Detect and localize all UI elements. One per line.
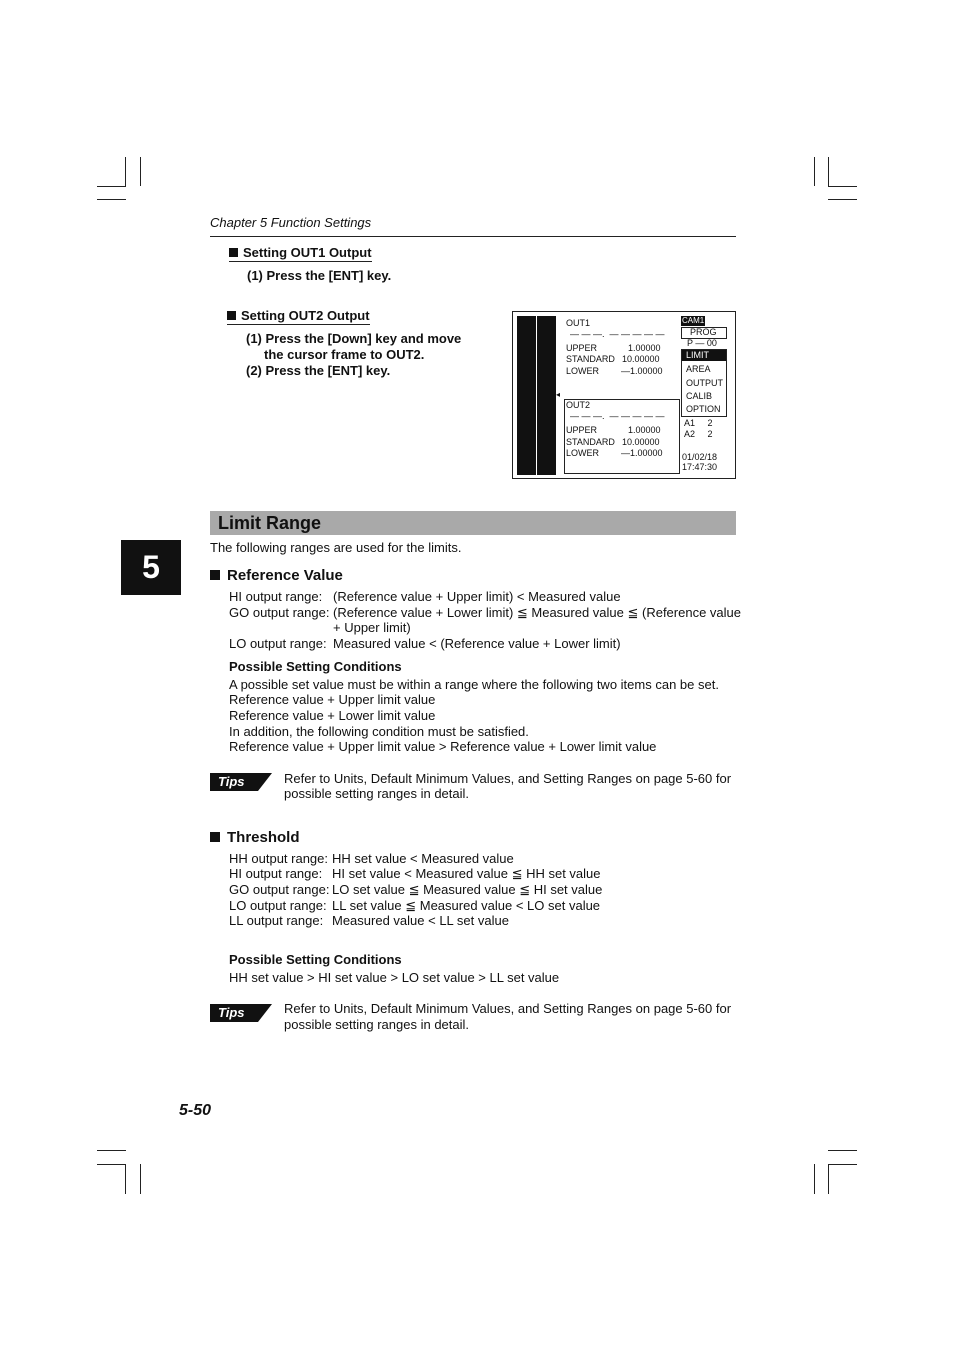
out2-heading: Setting OUT2 Output: [227, 308, 370, 325]
out2-step-1-cont: the cursor frame to OUT2.: [264, 347, 425, 362]
out1-standard-label: STANDARD: [566, 354, 615, 364]
tips-badge: [210, 773, 272, 791]
range-text: Measured value < (Reference value + Lower limit): [333, 636, 621, 651]
a2-value: A2 2: [684, 429, 713, 439]
range-label: LO output range:: [229, 636, 327, 651]
range-text: Measured value < LL set value: [332, 913, 509, 928]
tips-text: possible setting ranges in detail.: [284, 786, 470, 801]
reference-conditions-heading: Possible Setting Conditions: [229, 659, 402, 674]
menu-item-limit: LIMIT: [682, 350, 726, 361]
tips-label: Tips: [218, 774, 245, 789]
reference-heading: Reference Value: [210, 567, 343, 584]
screen-date: 01/02/18: [682, 452, 718, 462]
square-bullet-icon: [229, 248, 238, 257]
out2-standard-value: 10.00000: [622, 437, 660, 447]
out1-dashes: — — —. — — — — —: [570, 329, 665, 339]
out1-heading: Setting OUT1 Output: [229, 245, 372, 262]
a1-value: A1 2: [684, 418, 713, 428]
section-title: Limit Range: [218, 513, 322, 533]
cursor-arrow-icon: ◂: [556, 390, 561, 399]
square-bullet-icon: [210, 832, 220, 842]
page-number: 5-50: [179, 1102, 212, 1119]
condition-line: HH set value > HI set value > LO set value > LL set value: [229, 970, 560, 985]
out2-step-1: (1) Press the [Down] key and move: [246, 331, 462, 346]
out1-lower-value: —1.00000: [621, 366, 663, 376]
range-text: (Reference value + Lower limit) ≦ Measured value ≦ (Reference value: [333, 605, 741, 620]
header-rule: [210, 236, 736, 237]
out2-upper-label: UPPER: [566, 425, 598, 435]
range-text: LL set value ≦ Measured value < LO set value: [332, 898, 601, 913]
menu-item-option: OPTION: [686, 404, 721, 414]
section-intro: The following ranges are used for the limits.: [210, 540, 462, 555]
out1-lower-label: LOWER: [566, 366, 600, 376]
out2-dashes: — — —. — — — — —: [570, 411, 665, 421]
screen-bar-left: [517, 316, 536, 475]
square-bullet-icon: [227, 311, 236, 320]
range-text: HH set value < Measured value: [332, 851, 514, 866]
tips-badge: [210, 1004, 272, 1022]
range-text: LO set value ≦ Measured value ≦ HI set value: [332, 882, 603, 897]
range-label: LL output range:: [229, 913, 324, 928]
prog-number: P — 00: [687, 338, 717, 348]
range-text: HI set value < Measured value ≦ HH set value: [332, 866, 601, 881]
screen-time: 17:47:30: [682, 462, 718, 472]
threshold-heading: Threshold: [210, 829, 300, 846]
condition-line: In addition, the following condition must be satisfied.: [229, 724, 529, 739]
prog-label: PROG: [690, 327, 717, 337]
out2-lower-label: LOWER: [566, 448, 600, 458]
square-bullet-icon: [210, 570, 220, 580]
out1-standard-value: 10.00000: [622, 354, 660, 364]
range-label: HH output range:: [229, 851, 329, 866]
tips-text: possible setting ranges in detail.: [284, 1017, 470, 1032]
tips-label: Tips: [218, 1005, 245, 1020]
range-text: (Reference value + Upper limit) < Measured value: [333, 589, 621, 604]
out2-lower-value: —1.00000: [621, 448, 663, 458]
out1-upper-value: 1.00000: [628, 343, 661, 353]
condition-line: A possible set value must be within a range where the following two items can be set.: [229, 677, 719, 692]
device-screen: [512, 311, 736, 479]
range-label: HI output range:: [229, 589, 323, 604]
menu-item-output: OUTPUT: [686, 378, 723, 388]
out2-label: OUT2: [566, 400, 591, 410]
range-label: GO output range:: [229, 882, 330, 897]
out1-step-1: (1) Press the [ENT] key.: [247, 268, 392, 283]
menu-item-area: AREA: [686, 364, 711, 374]
condition-line: Reference value + Upper limit value > Reference value + Lower limit value: [229, 739, 657, 754]
screen-bar-right: [537, 316, 556, 475]
range-label: HI output range:: [229, 866, 323, 881]
out1-label: OUT1: [566, 318, 591, 328]
cam-badge: CAM1: [682, 316, 705, 325]
chapter-header: Chapter 5 Function Settings: [210, 215, 372, 230]
range-text: + Upper limit): [333, 620, 411, 635]
tips-text: Refer to Units, Default Minimum Values, and Setting Ranges on page 5-60 for: [284, 771, 732, 786]
out2-upper-value: 1.00000: [628, 425, 661, 435]
condition-line: Reference value + Upper limit value: [229, 692, 436, 707]
menu-item-calib: CALIB: [686, 391, 713, 401]
range-label: GO output range:: [229, 605, 330, 620]
range-label: LO output range:: [229, 898, 327, 913]
out2-standard-label: STANDARD: [566, 437, 615, 447]
out1-upper-label: UPPER: [566, 343, 598, 353]
threshold-conditions-heading: Possible Setting Conditions: [229, 952, 402, 967]
chapter-tab: 5: [121, 540, 181, 595]
condition-line: Reference value + Lower limit value: [229, 708, 436, 723]
tips-text: Refer to Units, Default Minimum Values, and Setting Ranges on page 5-60 for: [284, 1001, 732, 1016]
out2-step-2: (2) Press the [ENT] key.: [246, 363, 391, 378]
